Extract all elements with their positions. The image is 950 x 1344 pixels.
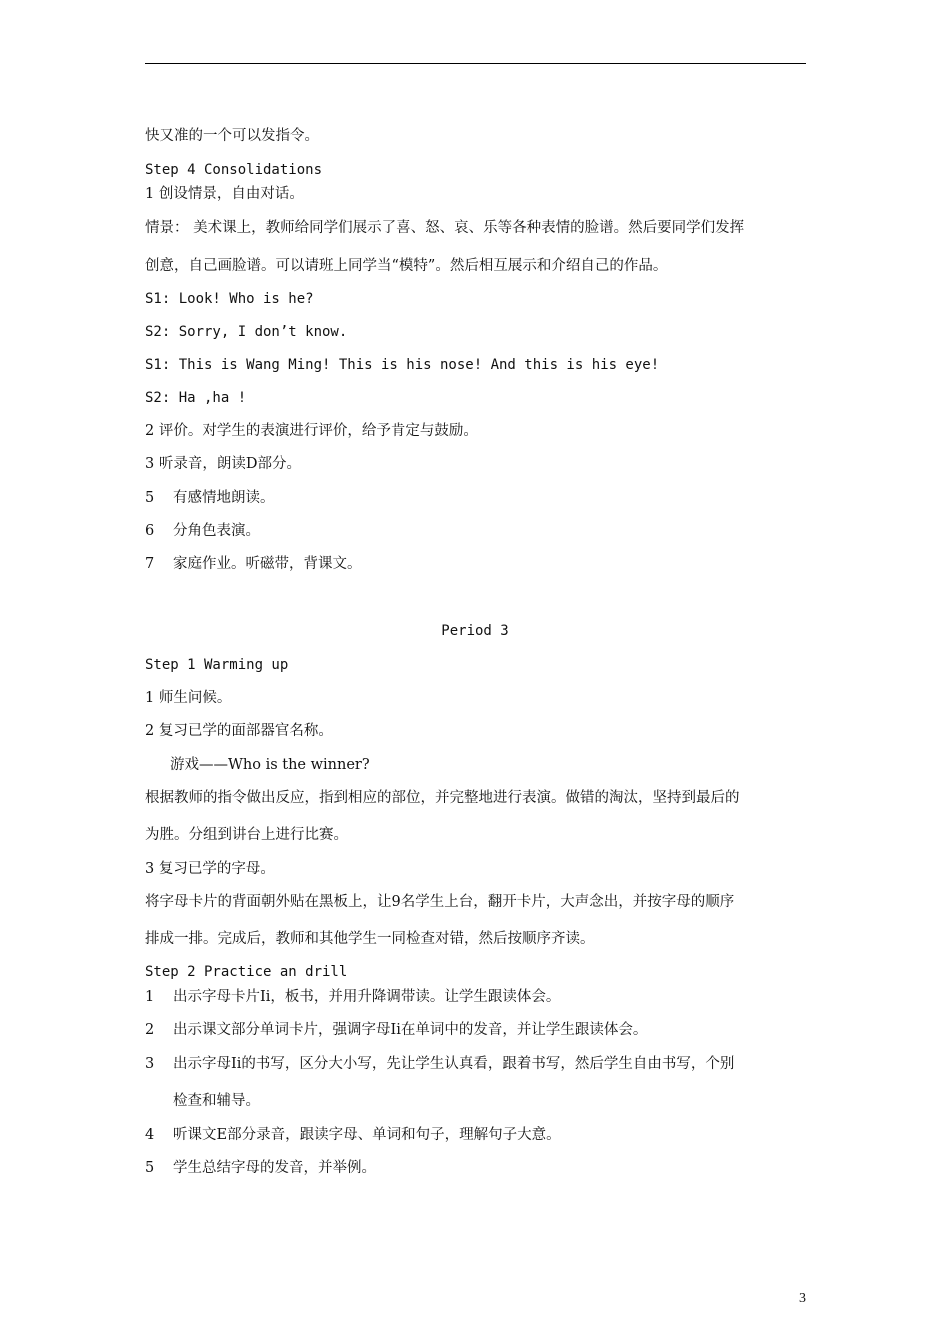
text-line: 排成一排。完成后，教师和其他学生一同检查对错，然后按顺序齐读。 <box>145 931 595 947</box>
text-line: 创意，自己画脸谱。可以请班上同学当“模特”。然后相互展示和介绍自己的作品。 <box>145 258 668 274</box>
list-item <box>145 489 275 507</box>
list-number: 4 <box>145 1127 155 1143</box>
list-text: 听课文E部分录音，跟读字母、单词和句子，理解句子大意。 <box>173 1127 561 1143</box>
list-text: 家庭作业。听磁带，背课文。 <box>173 556 362 572</box>
list-number: 5 <box>145 1160 155 1176</box>
list-text: 有感情地朗读。 <box>173 490 275 506</box>
dialogue-line: S1: Look! Who is he? <box>145 291 314 307</box>
text-line: 根据教师的指令做出反应，指到相应的部位，并完整地进行表演。做错的淘汰，坚持到最后的 <box>145 790 740 806</box>
text-line: 2 评价。对学生的表演进行评价，给予肯定与鼓励。 <box>145 423 478 439</box>
list-text: 出示字母Ii的书写，区分大小写，先让学生认真看，跟着书写，然后学生自由书写，个别 <box>173 1056 735 1072</box>
list-item <box>145 522 260 540</box>
dialogue-line: S2: Ha ,ha ! <box>145 390 247 406</box>
text-line: 情景： 美术课上，教师给同学们展示了喜、怒、哀、乐等各种表情的脸谱。然后要同学们发挥 <box>145 220 745 236</box>
list-item <box>145 555 362 573</box>
list-item <box>145 1055 734 1073</box>
step-heading: Step 1 Warming up <box>145 657 289 673</box>
header-rule <box>145 63 806 64</box>
list-number: 2 <box>145 1022 155 1038</box>
list-item <box>145 988 560 1006</box>
list-number: 7 <box>145 556 155 572</box>
page-number: 3 <box>799 1291 806 1306</box>
list-number: 1 <box>145 989 155 1005</box>
step-heading: Step 2 Practice an drill <box>145 964 348 980</box>
list-item <box>145 1021 647 1039</box>
step-heading: Step 4 Consolidations <box>145 162 323 178</box>
list-item <box>145 1159 376 1177</box>
text-line: 1 创设情景，自由对话。 <box>145 186 304 202</box>
text-line: 为胜。分组到讲台上进行比赛。 <box>145 827 348 843</box>
dialogue-line: S2: Sorry, I don’t know. <box>145 324 348 340</box>
list-text: 出示课文部分单词卡片，强调字母Ii在单词中的发音，并让学生跟读体会。 <box>173 1022 648 1038</box>
dialogue-line: S1: This is Wang Ming! This is his nose! And this is his eye! <box>145 357 660 373</box>
list-item-continuation: 检查和辅导。 <box>173 1093 260 1109</box>
text-line: 1 师生问候。 <box>145 690 232 706</box>
text-line: 快又准的一个可以发指令。 <box>145 128 319 144</box>
list-number: 6 <box>145 523 155 539</box>
text-line: 2 复习已学的面部器官名称。 <box>145 723 333 739</box>
list-item <box>145 1126 561 1144</box>
period-title: Period 3 <box>441 623 509 639</box>
list-text: 出示字母卡片Ii，板书，并用升降调带读。让学生跟读体会。 <box>173 989 561 1005</box>
game-title: 游戏——Who is the winner? <box>170 757 370 773</box>
list-text: 学生总结字母的发音，并举例。 <box>173 1160 376 1176</box>
text-line: 将字母卡片的背面朝外贴在黑板上，让9名学生上台，翻开卡片，大声念出，并按字母的顺序 <box>145 894 735 910</box>
text-line: 3 复习已学的字母。 <box>145 861 275 877</box>
list-text: 分角色表演。 <box>173 523 260 539</box>
list-number: 5 <box>145 490 155 506</box>
text-line: 3 听录音，朗读D部分。 <box>145 456 301 472</box>
list-number: 3 <box>145 1056 155 1072</box>
